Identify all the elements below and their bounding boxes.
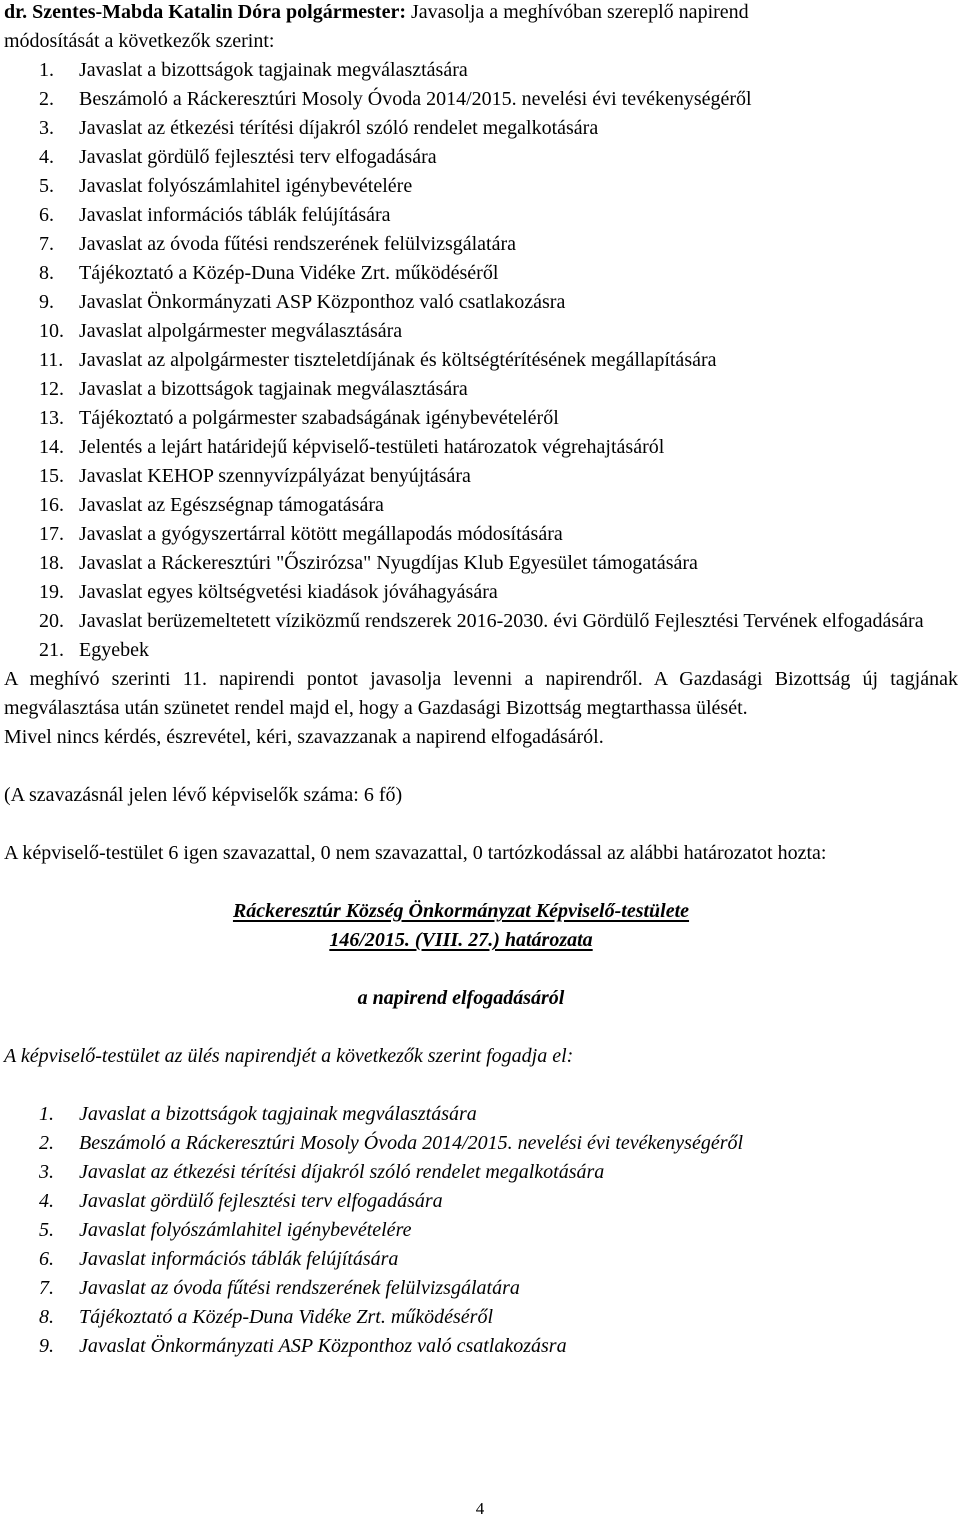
agenda-item-number: 20. xyxy=(39,610,64,632)
agenda-item xyxy=(4,85,958,114)
agenda-item xyxy=(4,636,958,665)
adopted-item-number: 4. xyxy=(39,1190,54,1212)
agenda-item xyxy=(4,520,958,549)
agenda-item xyxy=(4,607,958,636)
adopted-item-text: Javaslat a bizottságok tagjainak megválasztására xyxy=(79,1103,477,1125)
agenda-item-text: Jelentés a lejárt határidejű képviselő-testületi határozatok végrehajtásáról xyxy=(79,436,665,458)
agenda-item-text: Javaslat információs táblák felújítására xyxy=(79,204,391,226)
adopted-item-number: 3. xyxy=(39,1161,54,1183)
agenda-item xyxy=(4,462,958,491)
adopted-item-number: 7. xyxy=(39,1277,54,1299)
agenda-item-text: Javaslat a gyógyszertárral kötött megállapodás módosítására xyxy=(79,523,563,545)
agenda-item-text: Javaslat berüzemeltetett víziközmű rendszerek 2016-2030. évi Gördülő Fejlesztési Tervének elfogadására xyxy=(79,610,924,632)
adopted-item-number: 1. xyxy=(39,1103,54,1125)
agenda-item-number: 9. xyxy=(39,291,54,313)
agenda-item xyxy=(4,549,958,578)
agenda-item xyxy=(4,143,958,172)
adopted-item-text: Beszámoló a Ráckeresztúri Mosoly Óvoda 2014/2015. nevelési évi tevékenységéről xyxy=(79,1132,744,1154)
resolution-intro: A képviselő-testület az ülés napirendjét a következők szerint fogadja el: xyxy=(4,1045,574,1067)
resolution-subject: a napirend elfogadásáról xyxy=(357,987,565,1009)
intro-text: Javasolja a meghívóban szereplő napirend xyxy=(406,1,749,23)
agenda-item-text: Javaslat a Ráckeresztúri "Őszirózsa" Nyugdíjas Klub Egyesület támogatására xyxy=(79,552,698,574)
agenda-item-text: Javaslat az alpolgármester tiszteletdíjának és költségtérítésének megállapítására xyxy=(79,349,717,371)
agenda-item xyxy=(4,317,958,346)
paragraph-vote-result: A képviselő-testület 6 igen szavazattal, 0 nem szavazattal, 0 tartózkodással az alábbi határozatot hozta: xyxy=(4,842,827,864)
agenda-item-number: 16. xyxy=(39,494,64,516)
adopted-item xyxy=(4,1158,958,1187)
agenda-item-number: 2. xyxy=(39,88,54,110)
adopted-agenda-list xyxy=(4,1100,958,1361)
agenda-list xyxy=(4,56,958,665)
agenda-item xyxy=(4,56,958,85)
agenda-item-number: 1. xyxy=(39,59,54,81)
agenda-item-text: Javaslat Önkormányzati ASP Központhoz való csatlakozásra xyxy=(79,291,566,313)
agenda-item xyxy=(4,433,958,462)
agenda-item-number: 7. xyxy=(39,233,54,255)
agenda-item-number: 12. xyxy=(39,378,64,400)
agenda-item-text: Javaslat KEHOP szennyvízpályázat benyújtására xyxy=(79,465,471,487)
agenda-item-text: Javaslat a bizottságok tagjainak megválasztására xyxy=(79,59,468,81)
agenda-item-text: Javaslat folyószámlahitel igénybevételére xyxy=(79,175,413,197)
agenda-item-number: 18. xyxy=(39,552,64,574)
resolution-number: 146/2015. (VIII. 27.) határozata xyxy=(329,929,593,951)
agenda-item-text: Javaslat gördülő fejlesztési terv elfogadására xyxy=(79,146,437,168)
agenda-item-number: 8. xyxy=(39,262,54,284)
page-number: 4 xyxy=(475,1499,485,1518)
agenda-item-number: 11. xyxy=(39,349,64,371)
agenda-item-text: Javaslat egyes költségvetési kiadások jóváhagyására xyxy=(79,581,498,603)
adopted-item xyxy=(4,1216,958,1245)
adopted-item-text: Javaslat Önkormányzati ASP Központhoz való csatlakozásra xyxy=(79,1335,567,1357)
adopted-item-number: 5. xyxy=(39,1219,54,1241)
agenda-item-text: Beszámoló a Ráckeresztúri Mosoly Óvoda 2014/2015. nevelési évi tevékenységéről xyxy=(79,88,752,110)
agenda-item-number: 19. xyxy=(39,581,64,603)
document-page xyxy=(4,0,958,1361)
adopted-item xyxy=(4,1245,958,1274)
adopted-item-text: Tájékoztató a Közép-Duna Vidéke Zrt. működéséről xyxy=(79,1306,494,1328)
paragraph-present-count: (A szavazásnál jelen lévő képviselők száma: 6 fő) xyxy=(4,784,403,806)
agenda-item xyxy=(4,172,958,201)
agenda-item-number: 10. xyxy=(39,320,64,342)
agenda-item-text: Tájékoztató a polgármester szabadságának igénybevételéről xyxy=(79,407,559,429)
adopted-item-text: Javaslat információs táblák felújítására xyxy=(79,1248,399,1270)
adopted-item-text: Javaslat az óvoda fűtési rendszerének felülvizsgálatára xyxy=(79,1277,520,1299)
adopted-item xyxy=(4,1129,958,1158)
agenda-item-number: 5. xyxy=(39,175,54,197)
agenda-item-number: 21. xyxy=(39,639,64,661)
agenda-item xyxy=(4,201,958,230)
adopted-item xyxy=(4,1187,958,1216)
agenda-item-text: Tájékoztató a Közép-Duna Vidéke Zrt. működéséről xyxy=(79,262,499,284)
agenda-item-number: 17. xyxy=(39,523,64,545)
agenda-item xyxy=(4,491,958,520)
adopted-item xyxy=(4,1274,958,1303)
adopted-item-number: 9. xyxy=(39,1335,54,1357)
agenda-item xyxy=(4,259,958,288)
agenda-item-text: Javaslat az óvoda fűtési rendszerének felülvizsgálatára xyxy=(79,233,517,255)
paragraph-vote-request: Mivel nincs kérdés, észrevétel, kéri, szavazzanak a napirend elfogadásáról. xyxy=(4,726,604,748)
agenda-item-text: Javaslat az Egészségnap támogatására xyxy=(79,494,384,516)
agenda-item xyxy=(4,288,958,317)
agenda-item xyxy=(4,375,958,404)
intro-line xyxy=(4,0,958,27)
agenda-item-number: 14. xyxy=(39,436,64,458)
speaker-name: dr. Szentes-Mabda Katalin Dóra polgármester: xyxy=(4,1,406,23)
adopted-item-text: Javaslat az étkezési térítési díjakról szóló rendelet megalkotására xyxy=(79,1161,605,1183)
agenda-item-text: Javaslat az étkezési térítési díjakról szóló rendelet megalkotására xyxy=(79,117,599,139)
adopted-item-number: 6. xyxy=(39,1248,54,1270)
agenda-item-number: 3. xyxy=(39,117,54,139)
resolution-heading xyxy=(4,897,958,955)
agenda-item xyxy=(4,404,958,433)
resolution-body-name: Ráckeresztúr Község Önkormányzat Képviselő-testülete xyxy=(232,900,690,922)
adopted-item xyxy=(4,1303,958,1332)
agenda-item-number: 4. xyxy=(39,146,54,168)
paragraph-remove-item: A meghívó szerinti 11. napirendi pontot javasolja levenni a napirendről. A Gazdasági Bizottság új tagjának megválasztása után szünetet rendel majd el, hogy a Gazdasági Bizottság megtarthassa ülését. xyxy=(4,668,958,719)
agenda-item-text: Egyebek xyxy=(79,639,149,661)
agenda-item xyxy=(4,230,958,259)
agenda-item-number: 6. xyxy=(39,204,54,226)
agenda-item-text: Javaslat alpolgármester megválasztására xyxy=(79,320,403,342)
agenda-item xyxy=(4,578,958,607)
adopted-item xyxy=(4,1100,958,1129)
agenda-item xyxy=(4,346,958,375)
agenda-item-number: 15. xyxy=(39,465,64,487)
adopted-item-number: 2. xyxy=(39,1132,54,1154)
adopted-item-text: Javaslat folyószámlahitel igénybevételére xyxy=(79,1219,412,1241)
agenda-item-number: 13. xyxy=(39,407,64,429)
adopted-item xyxy=(4,1332,958,1361)
agenda-item-text: Javaslat a bizottságok tagjainak megválasztására xyxy=(79,378,468,400)
agenda-item xyxy=(4,114,958,143)
intro-line-2: módosítását a következők szerint: xyxy=(4,30,275,52)
adopted-item-number: 8. xyxy=(39,1306,54,1328)
adopted-item-text: Javaslat gördülő fejlesztési terv elfogadására xyxy=(79,1190,443,1212)
